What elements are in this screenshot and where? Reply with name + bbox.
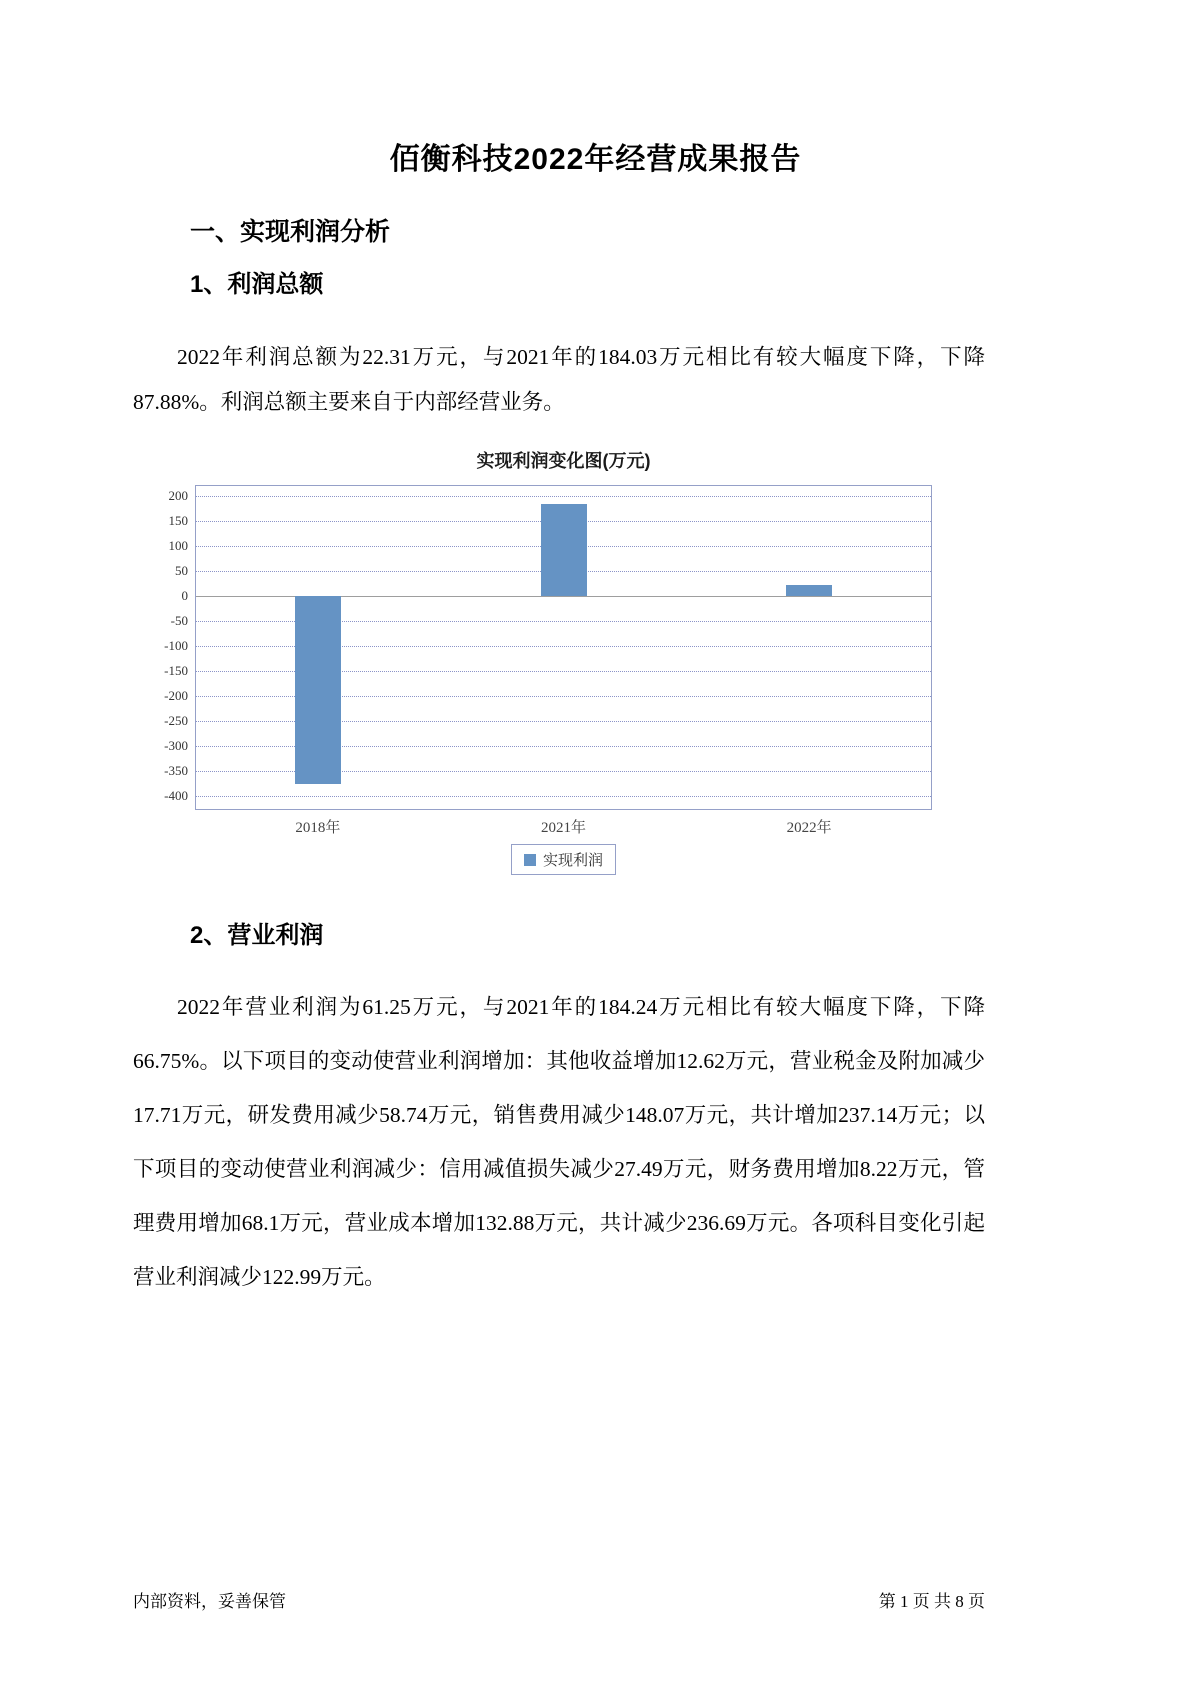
gridline <box>196 796 931 797</box>
bar-2018年 <box>295 596 341 784</box>
y-tick-label: 150 <box>168 513 188 528</box>
y-tick-label: 0 <box>181 588 188 603</box>
y-tick-label: -150 <box>164 663 188 678</box>
y-tick-label: -200 <box>164 688 188 703</box>
gridline <box>196 496 931 497</box>
y-tick-label: -400 <box>164 788 188 803</box>
chart-title: 实现利润变化图(万元) <box>476 451 651 471</box>
y-tick-label: -100 <box>164 638 188 653</box>
chart-plot <box>164 485 932 810</box>
y-tick-label: 200 <box>168 488 188 503</box>
profit-change-chart <box>0 447 1191 875</box>
subsection-heading-operating-profit: 2、营业利润 <box>190 922 324 949</box>
y-tick-label: -350 <box>164 763 188 778</box>
paragraph-total-profit: 2022年利润总额为22.31万元，与2021年的184.03万元相比有较大幅度下降，下降87.88%。利润总额主要来自于内部经营业务。 <box>133 345 985 414</box>
subsection-heading-total-profit: 1、利润总额 <box>190 271 324 298</box>
chart-legend <box>511 844 616 875</box>
page-footer <box>133 1587 985 1612</box>
section-heading-profit-analysis: 一、实现利润分析 <box>190 218 391 246</box>
chart-legend-row <box>195 844 932 875</box>
footer-confidential-note: 内部资料，妥善保管 <box>133 1592 286 1611</box>
x-tick-label: 2021年 <box>540 820 587 836</box>
y-tick-label: -300 <box>164 738 188 753</box>
y-tick-label: -250 <box>164 713 188 728</box>
bar-2021年 <box>541 504 587 596</box>
chart-x-axis <box>195 810 932 840</box>
footer-page-number: 第 1 页 共 8 页 <box>878 1592 985 1611</box>
document-title: 佰衡科技2022年经营成果报告 <box>389 143 802 176</box>
paragraph-operating-profit: 2022年营业利润为61.25万元，与2021年的184.24万元相比有较大幅度下降，下降66.75%。以下项目的变动使营业利润增加：其他收益增加12.62万元，营业税金及附加减少17.71万元，研发费用减少58.74万元，销售费用减少148.07万元，共计增加237.14万元；以下项目的变动使营业利润减少：信用减值损失减少27.49万元，财务费用增加8.22万元，管理费用增加68.1万元，营业成本增加132.88万元，共计减少236.69万元。各项科目变化引起营业利润减少122.99万元。 <box>133 995 985 1289</box>
x-tick-label: 2022年 <box>786 820 832 836</box>
x-tick-label: 2018年 <box>295 820 341 836</box>
legend-label: 实现利润 <box>542 853 603 869</box>
bar-2022年 <box>786 585 832 596</box>
y-tick-label: 100 <box>168 538 188 553</box>
y-tick-label: 50 <box>175 563 188 578</box>
y-tick-label: -50 <box>170 613 188 628</box>
legend-swatch <box>524 854 536 866</box>
